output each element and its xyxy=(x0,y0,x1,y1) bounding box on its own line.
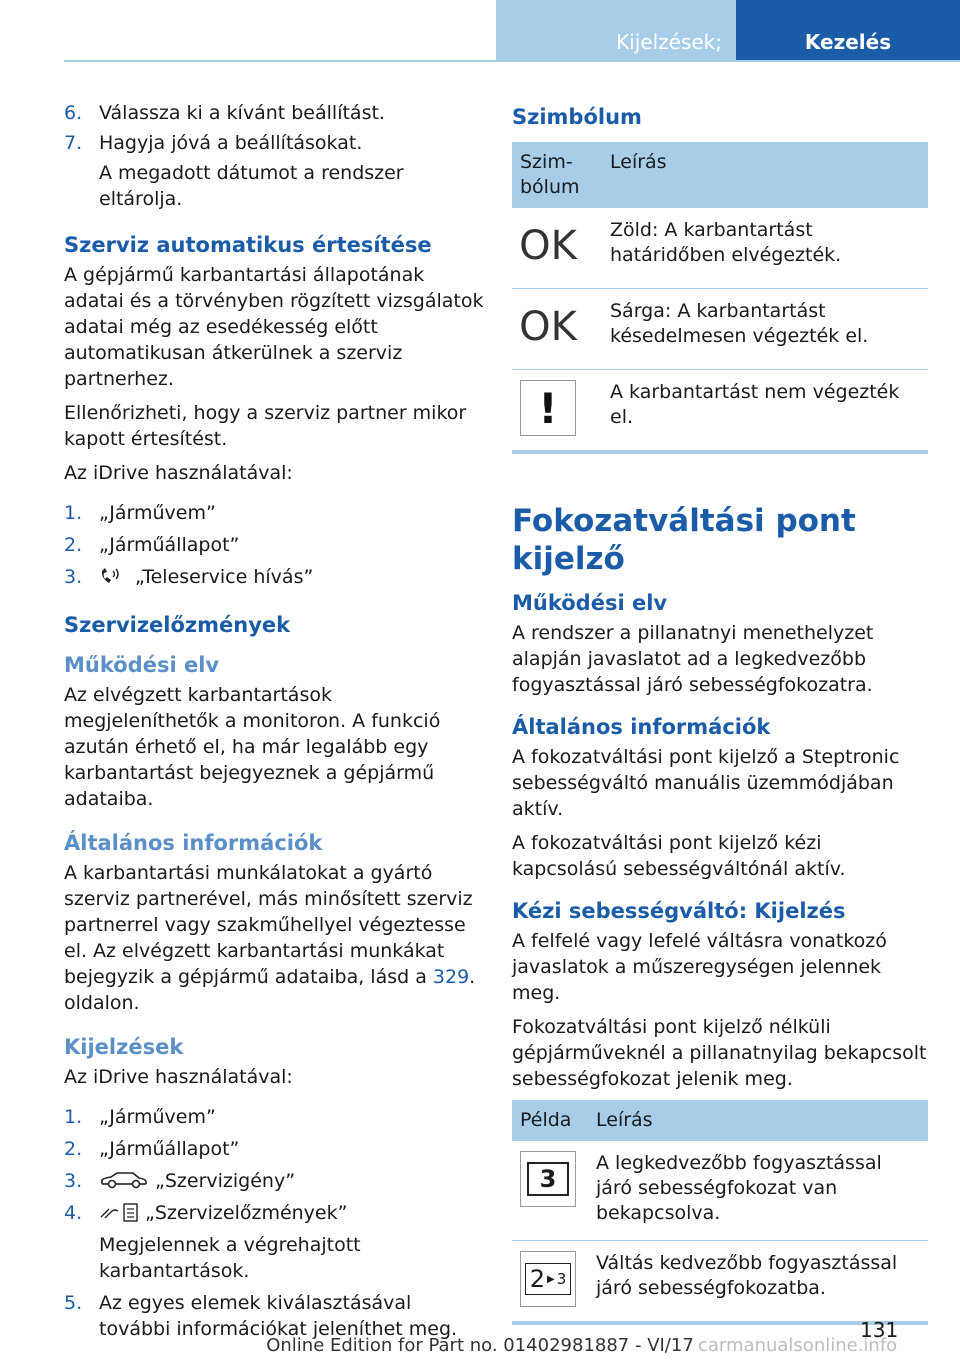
list-item xyxy=(64,1104,484,1130)
symbol-cell xyxy=(512,370,602,453)
description-cell: Sárga: A karbantartást késedelmesen végezték el. xyxy=(602,289,928,370)
list-text: „Járműállapot” xyxy=(99,1138,240,1160)
gear-indicator-icon xyxy=(520,1151,576,1207)
example-table xyxy=(512,1100,928,1325)
list-text: „Járművem” xyxy=(99,502,216,524)
service-history-icon xyxy=(99,1201,139,1223)
description-cell: Zöld: A karbantartást határidőben elvégezték. xyxy=(602,208,928,289)
heading-shift-point: Fokozatváltási pont kijelző xyxy=(512,503,856,577)
list-text: „Járművem” xyxy=(99,1106,216,1128)
table-header-symbol: Szimbólum xyxy=(512,142,602,208)
list-number: 3. xyxy=(64,1170,83,1192)
symbol-cell xyxy=(512,208,602,289)
car-service-icon xyxy=(99,1170,149,1190)
paragraph-with-link xyxy=(64,860,484,1016)
table-row xyxy=(512,289,928,370)
symbol-cell xyxy=(512,289,602,370)
heading-service-history: Szervizelőzmények xyxy=(64,613,291,637)
list-number: 2. xyxy=(64,534,83,556)
paragraph-text: A karbantartási munkálatokat a gyártó szerviz partnerével, más minősített szerviz partnerrel vagy szakműhellyel végeztesse el. Az elvégzett karbantartási munkákat bejegyzik a gépjármű adataiba, lásd a xyxy=(64,862,473,988)
ok-symbol-icon xyxy=(520,218,576,274)
list-item xyxy=(64,564,484,590)
heading-symbol: Szimbólum xyxy=(512,105,642,129)
gear-to: 3 xyxy=(556,1269,567,1288)
paragraph: A gépjármű karbantartási állapotának adatai és a törvényben rögzített vizsgálatok adatai még az esedékesség előtt automatikusan átkerülnek a szerviz partnerhez. xyxy=(64,264,484,390)
list-item-note: A megadott dátumot a rendszer eltárolja. xyxy=(99,162,404,210)
paragraph-text: . oldalon. xyxy=(64,966,476,1014)
list-item xyxy=(64,1200,484,1226)
list-number: 1. xyxy=(64,502,83,524)
ok-symbol-text: OK xyxy=(519,222,577,269)
paragraph: A felfelé vagy lefelé váltásra vonatkozó javaslatok a műszeregységen jelennek meg. xyxy=(512,930,887,1004)
list-text: „Teleservice hívás” xyxy=(135,566,314,588)
example-cell xyxy=(512,1141,588,1241)
page-link[interactable]: 329 xyxy=(432,966,470,988)
table-header-row xyxy=(512,1100,928,1141)
list-text: „Szervizelőzmények” xyxy=(145,1202,348,1224)
list-text: Hagyja jóvá a beállításokat. xyxy=(99,132,363,154)
table-row xyxy=(512,1141,928,1241)
table-header-example: Példa xyxy=(512,1100,588,1141)
watermark: carmanualsonline.info xyxy=(698,1335,898,1356)
table-row xyxy=(512,208,928,289)
right-column xyxy=(512,100,928,1325)
heading-general-info: Általános információk xyxy=(64,831,323,855)
paragraph: Az elvégzett karbantartások megjeleníthetők a monitoron. A funkció azután érhető el, ha már legalább egy karbantartást bejegyeznek a gépjármű adataiba. xyxy=(64,684,441,810)
table-header-description: Leírás xyxy=(588,1100,928,1141)
list-number: 1. xyxy=(64,1106,83,1128)
teleservice-phone-icon xyxy=(99,566,129,586)
page-header xyxy=(496,0,960,62)
heading-principle: Működési elv xyxy=(512,591,668,615)
paragraph: A fokozatváltási pont kijelző a Steptronic sebességváltó manuális üzemmódjában aktív. xyxy=(512,746,900,820)
list-number: 4. xyxy=(64,1202,83,1224)
table-row xyxy=(512,1241,928,1324)
paragraph: A fokozatváltási pont kijelző kézi kapcsolású sebességváltónál aktív. xyxy=(512,832,846,880)
page-number: 131 xyxy=(860,1318,899,1342)
heading-principle: Működési elv xyxy=(64,653,220,677)
gear-shift-box xyxy=(525,1263,571,1295)
list-item xyxy=(64,1168,484,1194)
list-number: 3. xyxy=(64,566,83,588)
exclamation-icon xyxy=(520,380,576,436)
list-number: 2. xyxy=(64,1138,83,1160)
paragraph: Az iDrive használatával: xyxy=(64,1066,293,1088)
list-item xyxy=(64,532,484,558)
heading-displays: Kijelzések xyxy=(64,1035,184,1059)
list-text: „Járműállapot” xyxy=(99,534,240,556)
list-item xyxy=(64,500,484,526)
paragraph: A rendszer a pillanatnyi menethelyzet alapján javaslatot ad a legkedvezőbb fogyasztással járó sebességfokozatra. xyxy=(512,622,874,696)
description-cell: Váltás kedvezőbb fogyasztással járó sebességfokozatba. xyxy=(588,1241,928,1324)
edition-footer: Online Edition for Part no. 01402981887 - VI/17 xyxy=(266,1335,694,1356)
paragraph: Ellenőrizheti, hogy a szerviz partner mikor kapott értesítést. xyxy=(64,402,467,450)
left-column xyxy=(64,100,484,1342)
example-cell xyxy=(512,1241,588,1324)
list-text: Válassza ki a kívánt beállítást. xyxy=(99,102,385,124)
description-cell: A karbantartást nem végezték el. xyxy=(602,370,928,453)
table-row xyxy=(512,370,928,453)
list-text-with-icon xyxy=(99,1168,484,1194)
list-number: 5. xyxy=(64,1292,83,1314)
paragraph: Az iDrive használatával: xyxy=(64,462,293,484)
symbol-table xyxy=(512,142,928,454)
table-header-description: Leírás xyxy=(602,142,928,208)
gear-number: 3 xyxy=(527,1162,569,1196)
list-text: „Szervizigény” xyxy=(155,1170,296,1192)
list-number: 6. xyxy=(64,102,83,124)
list-number: 7. xyxy=(64,132,83,154)
list-item-note: Megjelennek a végrehajtott karbantartások. xyxy=(99,1234,361,1282)
list-text-with-icon xyxy=(99,1200,484,1226)
header-section: Kijelzések; xyxy=(496,0,736,62)
header-rule xyxy=(64,60,960,62)
arrow-right-icon: ▶ xyxy=(547,1273,555,1285)
table-header-row xyxy=(512,142,928,208)
gear-shift-indicator-icon xyxy=(520,1251,576,1307)
heading-service-auto: Szerviz automatikus értesítése xyxy=(64,233,432,257)
ok-symbol-icon xyxy=(520,299,576,355)
list-item xyxy=(64,100,484,126)
heading-general-info: Általános információk xyxy=(512,715,771,739)
heading-manual-transmission: Kézi sebességváltó: Kijelzés xyxy=(512,899,846,923)
header-current-section: Kezelés xyxy=(736,0,960,62)
exclamation-text: ! xyxy=(538,383,558,433)
list-item xyxy=(64,1136,484,1162)
description-cell: A legkedvezőbb fogyasztással járó sebességfokozat van bekapcsolva. xyxy=(588,1141,928,1241)
gear-from: 2 xyxy=(529,1264,546,1293)
list-item xyxy=(64,130,484,156)
paragraph: Fokozatváltási pont kijelző nélküli gépjárműveknél a pillanatnyilag bekapcsolt sebességfokozat jelenik meg. xyxy=(512,1016,927,1090)
ok-symbol-text: OK xyxy=(519,303,577,350)
list-text: Az egyes elemek kiválasztásával további információkat jeleníthet meg. xyxy=(99,1292,458,1340)
list-text-with-icon xyxy=(99,564,484,590)
